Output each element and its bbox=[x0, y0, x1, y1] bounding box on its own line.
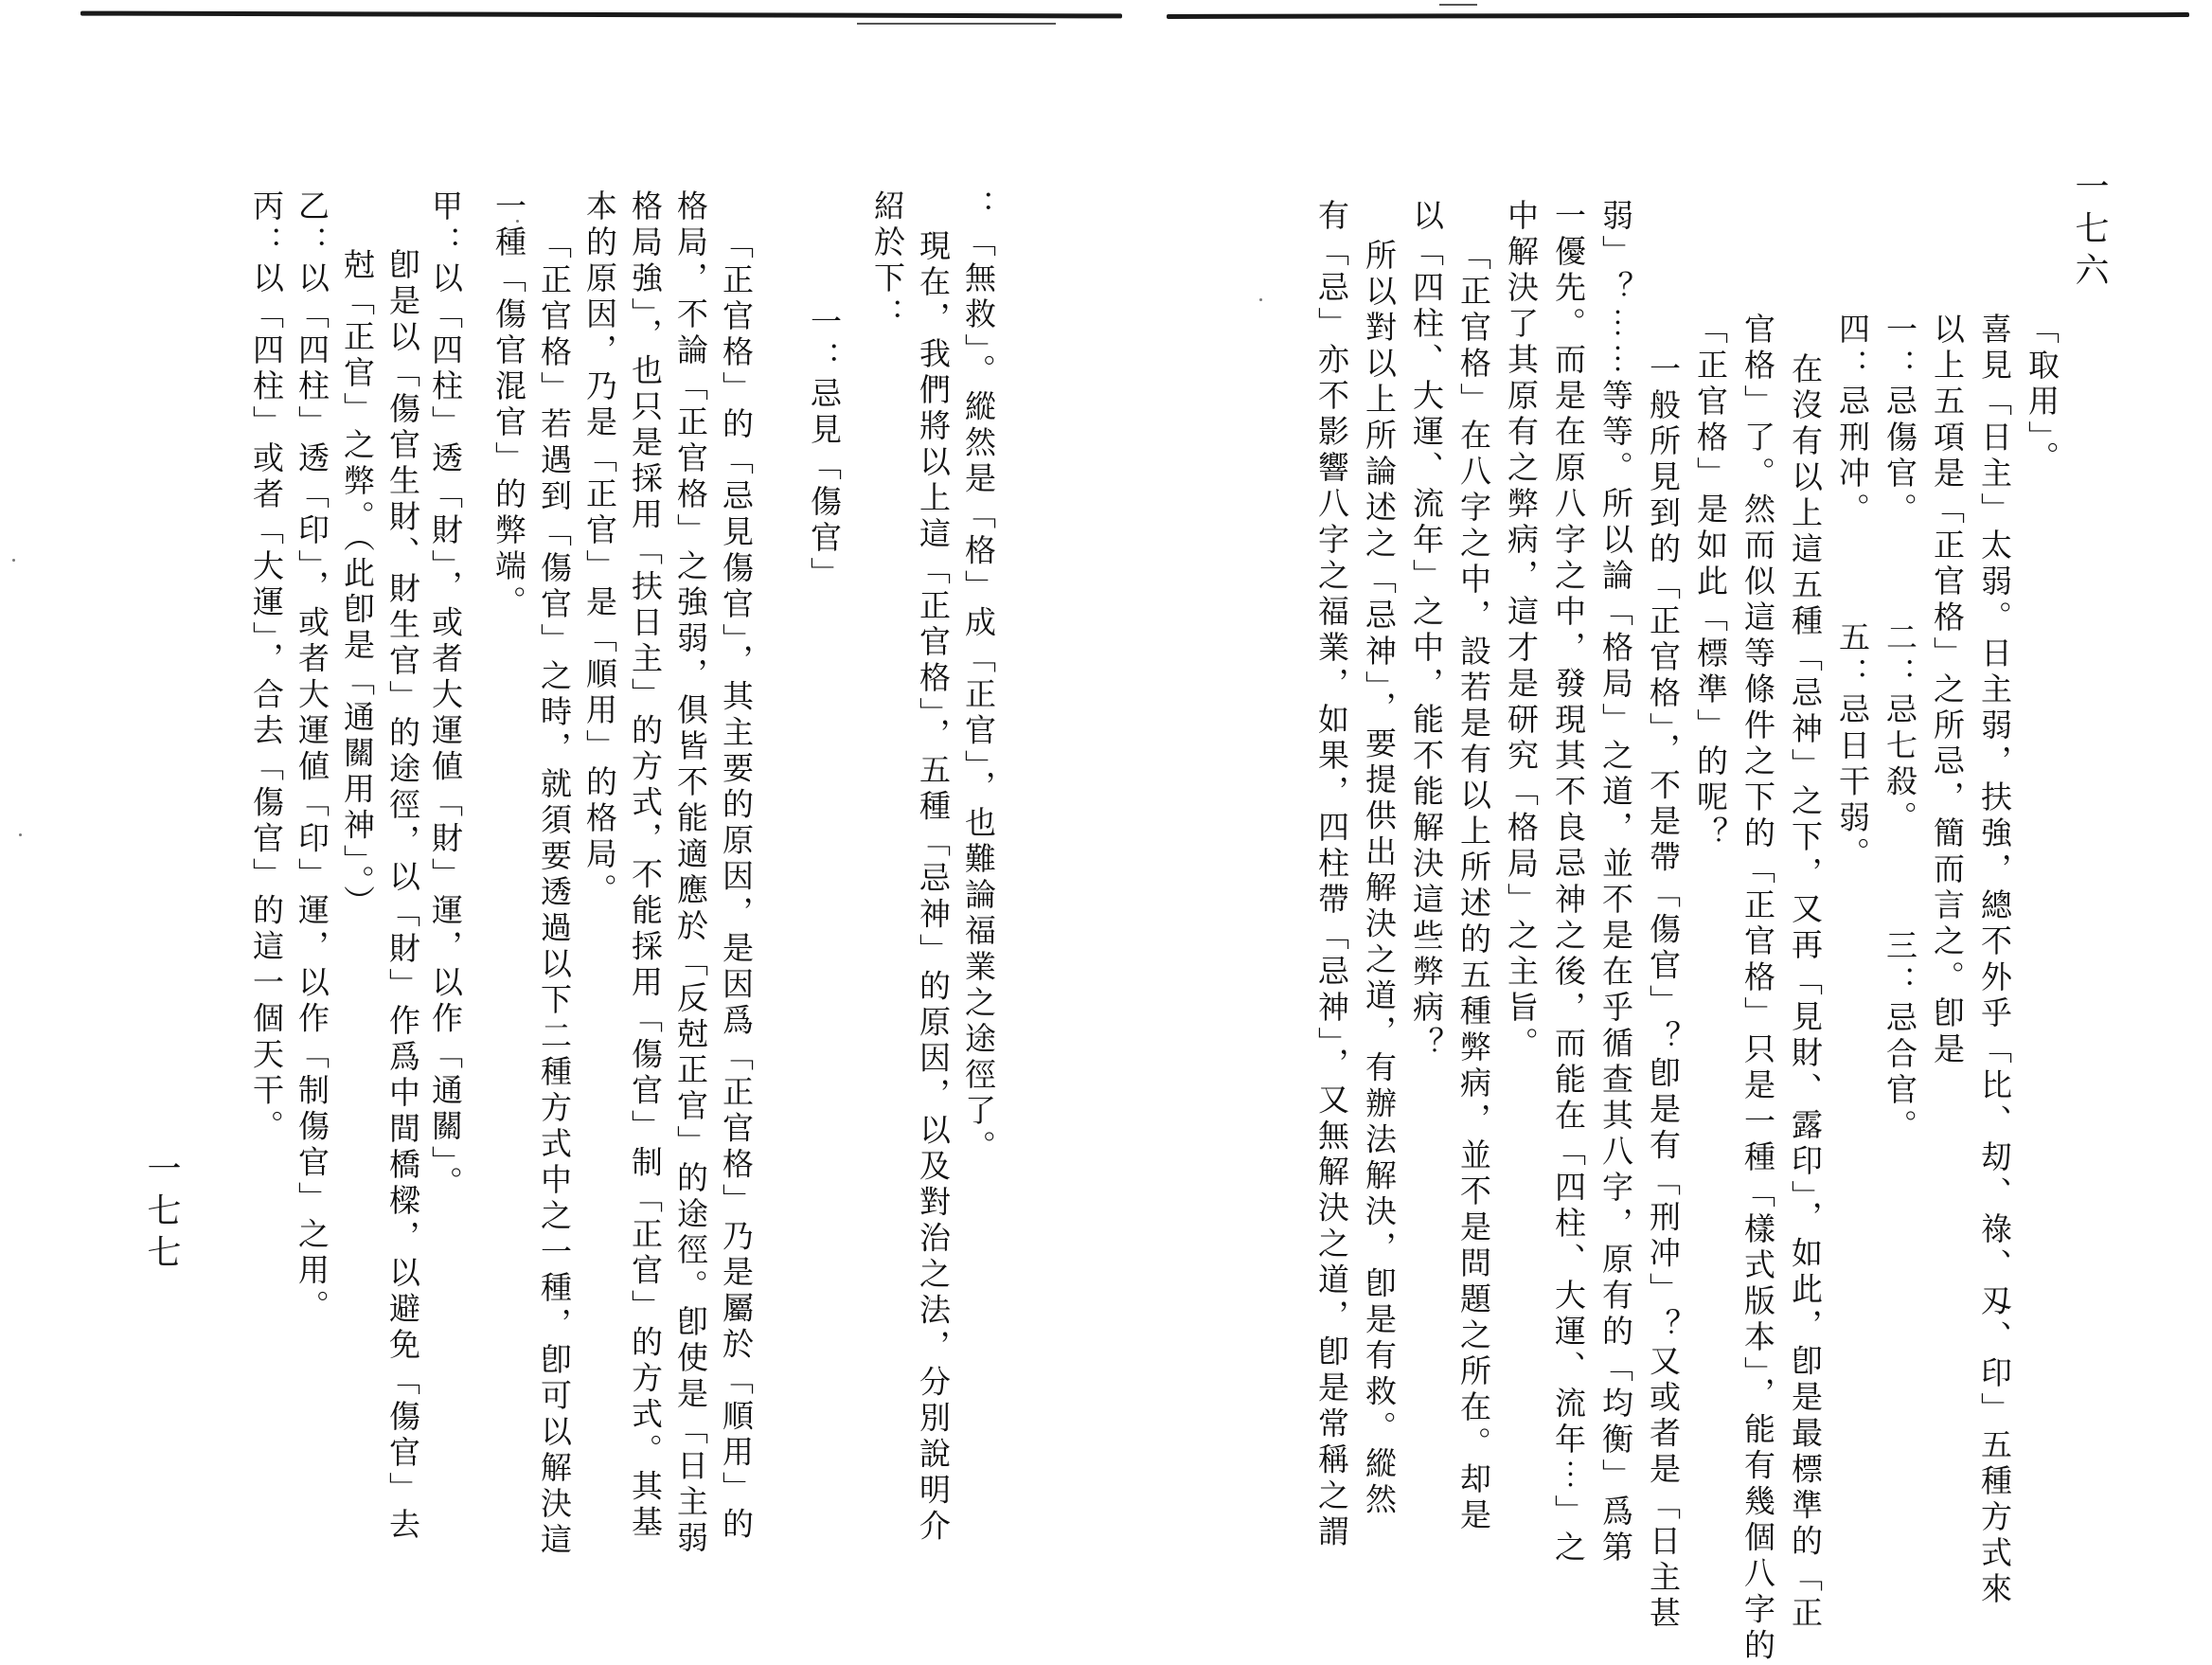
text-line: 中解決了其原有之弊病，這才是研究「格局」之主旨。 bbox=[1503, 199, 1540, 1063]
text-line: 官格」了。然而似這等條件之下的「正官格」只是一種「樣式版本」，能有幾個八字的 bbox=[1739, 313, 1776, 1665]
page-number: 一七六 bbox=[2070, 169, 2109, 294]
text-line: 以「四柱、大運、流年」之中，能不能解決這些弊病？ bbox=[1408, 199, 1445, 1063]
text-line: 卽是以「傷官生財、財生官」的途徑，以「財」作爲中間橋樑，以避免「傷官」去 bbox=[384, 248, 421, 1544]
text-line: 本的原因，乃是「正官」是「順用」的格局。 bbox=[581, 189, 618, 909]
text-line: 「正官格」若遇到「傷官」之時，就須要透過以下二種方式中之一種，卽可以解決這 bbox=[536, 227, 573, 1559]
text-line: 現在，我們將以上這「正官格」，五種「忌神」的原因，以及對治之法，分別說明介 bbox=[915, 229, 952, 1546]
text-line: 尅「正官」之弊。（此卽是「通關用神」。） bbox=[339, 248, 376, 922]
text-line: 「正官格」的「忌見傷官」，其主要的原因，是因爲「正官格」乃是屬於「順用」的 bbox=[718, 227, 755, 1544]
text-line: 一種「傷官混官」的弊端。 bbox=[491, 189, 527, 621]
text-line: 「取用」。 bbox=[2024, 313, 2060, 477]
text-line: 以上五項是「正官格」之所忌，簡而言之。卽是 bbox=[1929, 313, 1966, 1068]
text-line: 「正官格」是如此「標準」的呢？ bbox=[1692, 313, 1729, 852]
right-page bbox=[1106, 0, 2212, 1665]
text-line: 「正官格」在八字之中，設若是有以上所述的五種弊病，並不是問題之所在。却是 bbox=[1455, 239, 1492, 1534]
text-line: 丙：以「四柱」或者「大運」，合去「傷官」的這一個天干。 bbox=[248, 189, 285, 1146]
text-line: 一般所見到的「正官格」，不是帶「傷官」？卽是有「刑冲」？又或者是「日主甚 bbox=[1645, 352, 1682, 1633]
text-line: 弱」？⋯⋯等等。所以論「格局」之道，並不是在乎循查其八字，原有的「均衡」爲第 bbox=[1597, 199, 1634, 1567]
text-line: 所以對以上所論述之「忌神」，要提供出解決之道，有辦法解決，卽是有救。縱然 bbox=[1361, 239, 1398, 1519]
text-line: 格局，不論「正官格」之強弱，俱皆不能適應於「反尅正官」的途徑。卽使是「日主弱 bbox=[672, 189, 709, 1557]
text-line: 甲：以「四柱」透「財」，或者大運値「財」運，以作「通關」。 bbox=[427, 189, 464, 1202]
left-page bbox=[0, 0, 1106, 1561]
text-line: 一優先。而是在原八字之中，發現其不良忌神之後，而能在「四柱、大運、流年⋯」之 bbox=[1550, 199, 1587, 1567]
text-line: 喜見「日主」太弱。日主弱，扶強，總不外乎「比、刧、祿、刄、印」五種方式來 bbox=[1976, 313, 2013, 1608]
section-heading: 一：忌見「傷官」 bbox=[806, 305, 843, 593]
text-line: 四：忌刑冲。 五：忌日干弱。 bbox=[1834, 313, 1871, 873]
text-line: 紹於下： bbox=[869, 189, 906, 333]
text-line: ：「無救」。縱然是「格」成「正官」，也難論福業之途徑了。 bbox=[960, 189, 997, 1166]
text-line: 一：忌傷官。 二：忌七殺。 三：忌合官。 bbox=[1882, 313, 1918, 1145]
text-line: 乙：以「四柱」透「印」，或者大運値「印」運，以作「制傷官」之用。 bbox=[294, 189, 330, 1326]
page-number: 一七七 bbox=[142, 1151, 181, 1276]
text-line: 在沒有以上這五種「忌神」之下，又再「見財、露印」，如此，卽是最標準的「正 bbox=[1787, 352, 1824, 1633]
text-line: 格局強」，也只是採用「扶日主」的方式，不能採用「傷官」制「正官」的方式。其基 bbox=[627, 189, 664, 1542]
text-line: 有「忌」亦不影響八字之福業，如果，四柱帶「忌神」，又無解決之道，卽是常稱之謂 bbox=[1313, 199, 1350, 1551]
